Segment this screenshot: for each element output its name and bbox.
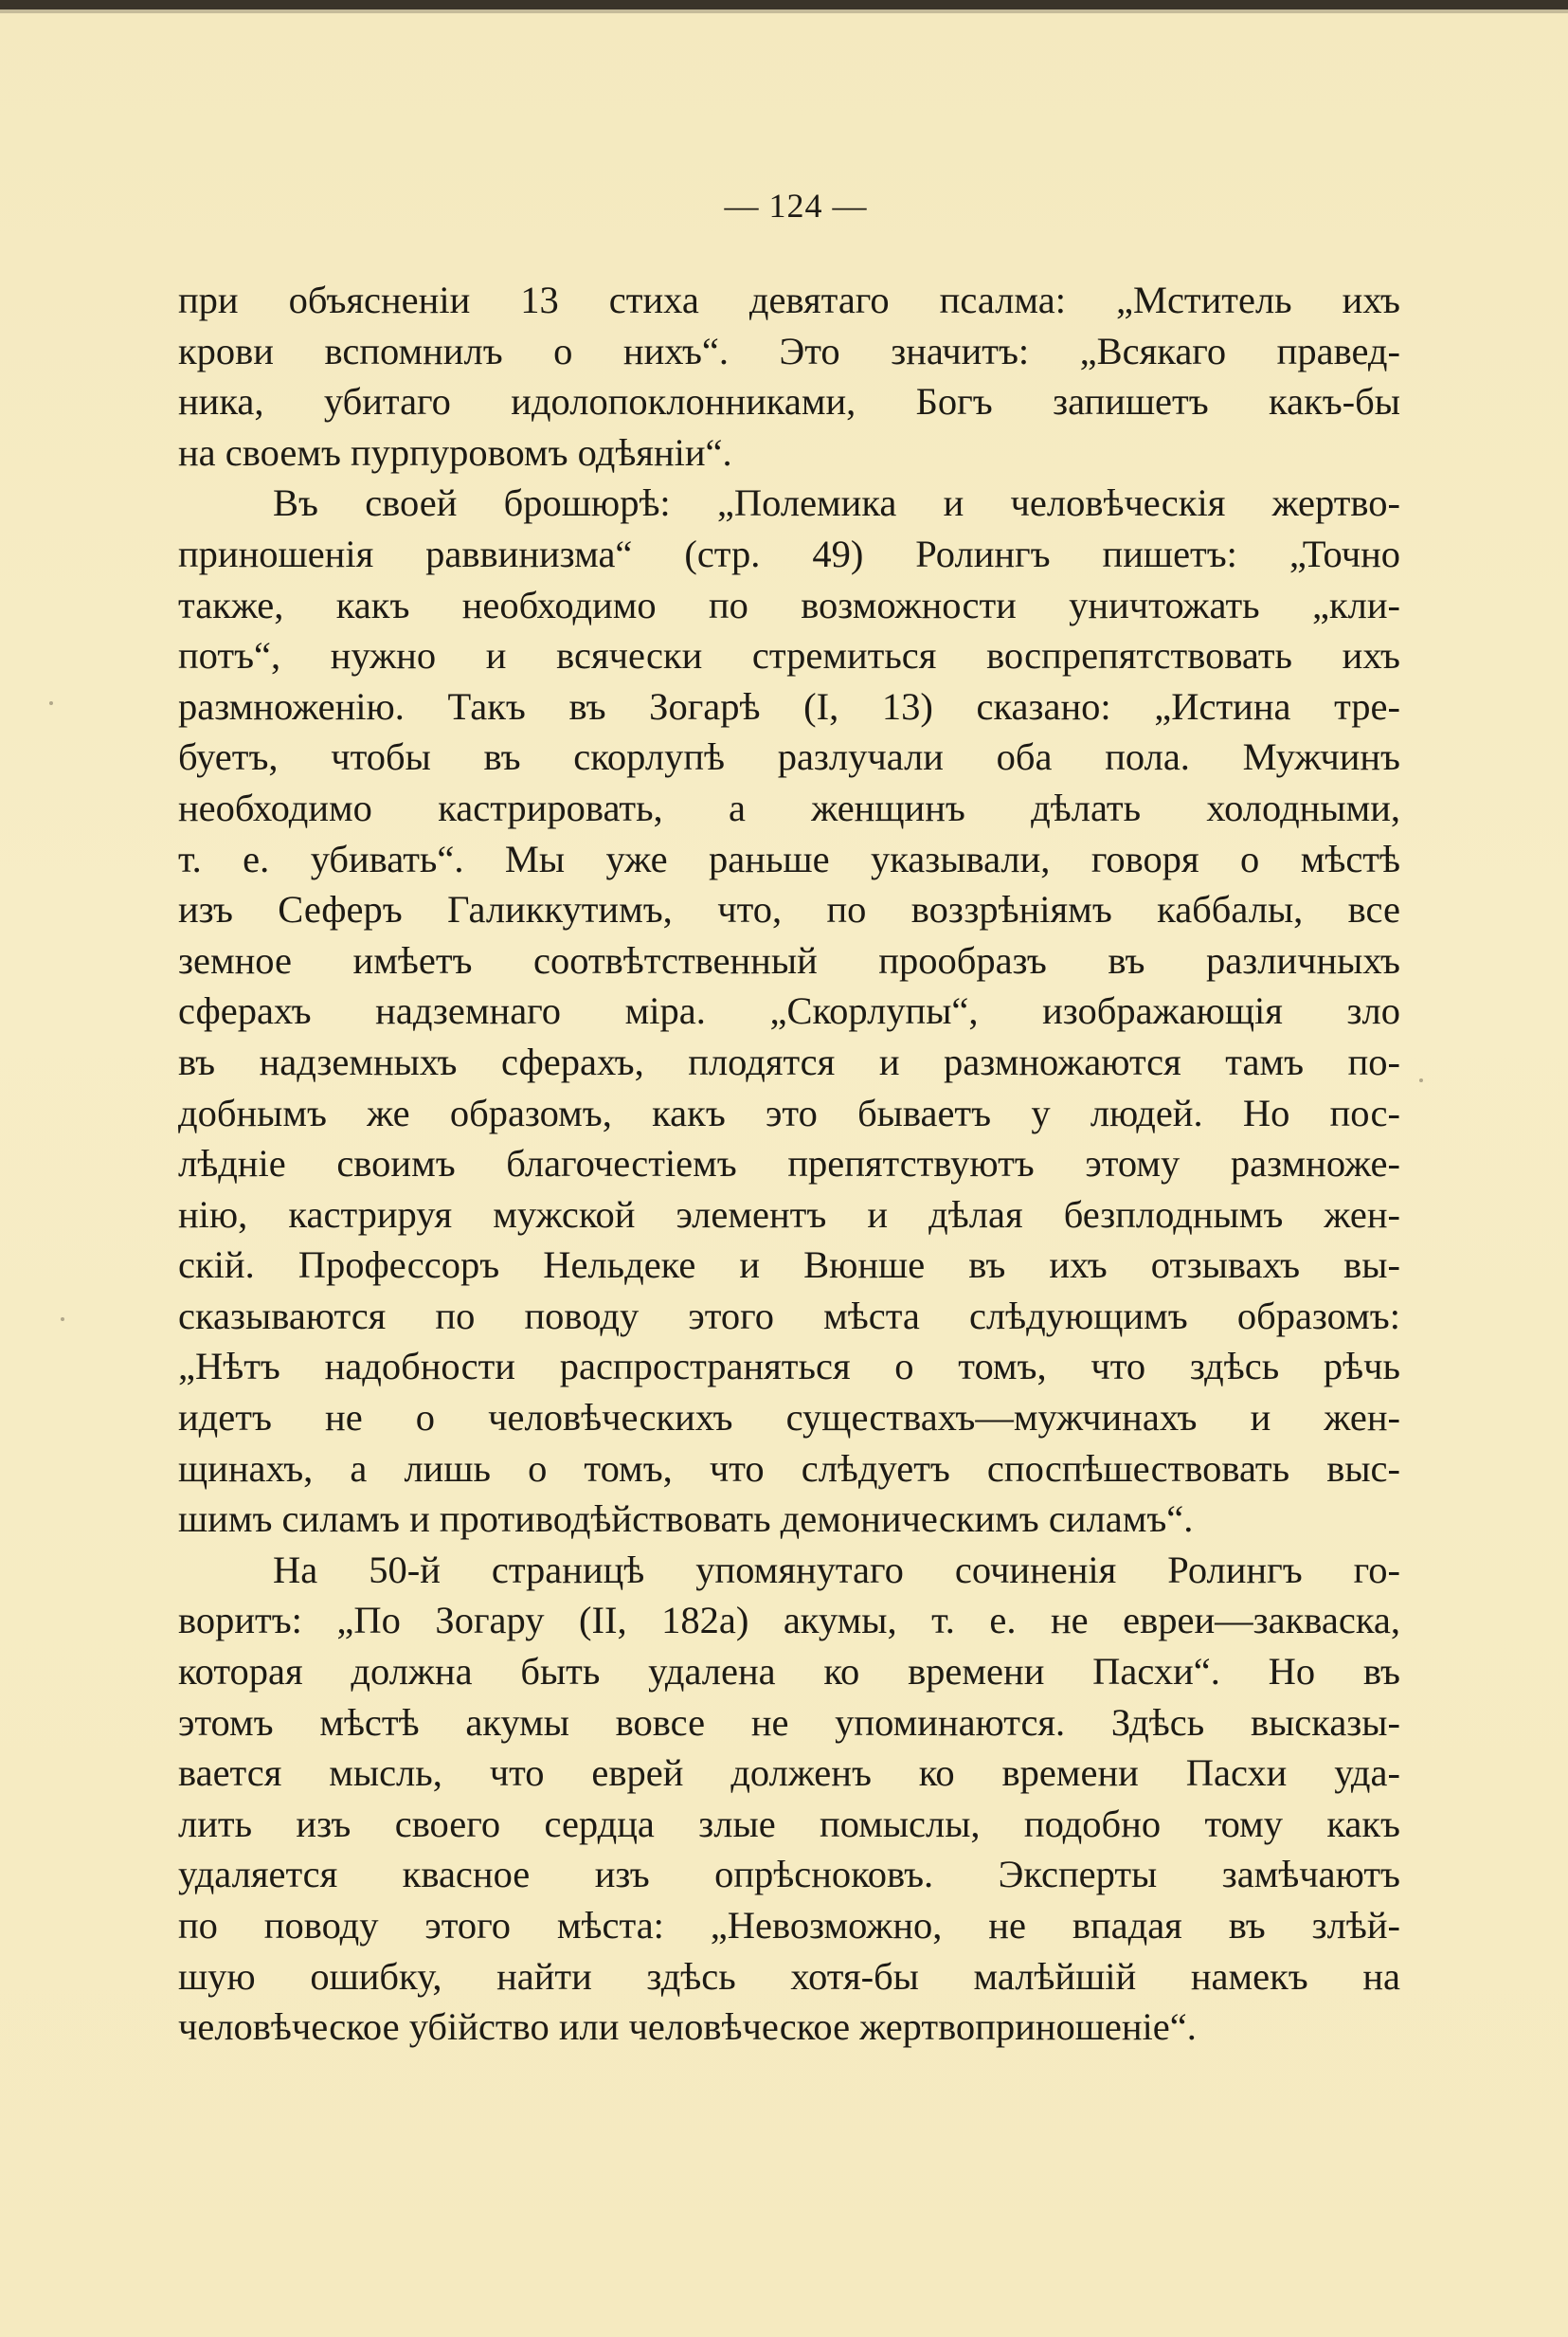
body-text	[178, 275, 1400, 2053]
text-line: буетъ, чтобы въ скорлупѣ разлучали оба пола. Мужчинъ	[178, 735, 1400, 779]
text-line: изъ Сеферъ Галиккутимъ, что, по воззрѣніямъ каббалы, все	[178, 888, 1400, 932]
text-line: скій. Профессоръ Нельдеке и Вюнше въ ихъ отзывахъ вы-	[178, 1243, 1400, 1287]
text-line: потъ“, нужно и всячески стремиться воспрепятствовать ихъ	[178, 634, 1400, 678]
text-line: „Нѣтъ надобности распространяться о томъ, что здѣсь рѣчь	[178, 1345, 1400, 1388]
text-line: сферахъ надземнаго міра. „Скорлупы“, изображающія зло	[178, 989, 1400, 1033]
text-line: на своемъ пурпуровомъ одѣяніи“.	[178, 430, 732, 474]
text-line: которая должна быть удалена ко времени Пасхи“. Но въ	[178, 1650, 1400, 1694]
text-line: ника, убитаго идолопоклонниками, Богъ запишетъ какъ-бы	[178, 380, 1400, 424]
text-line: необходимо кастрировать, а женщинъ дѣлать холодными,	[178, 786, 1400, 829]
top-edge-shadow-faint	[0, 9, 1568, 13]
text-line: нію, кастрируя мужской элементъ и дѣлая безплоднымъ жен-	[178, 1192, 1400, 1236]
text-line: т. е. убивать“. Мы уже раньше указывали, говоря о мѣстѣ	[178, 837, 1400, 880]
text-line: размноженію. Такъ въ Зогарѣ (I, 13) сказано: „Истина тре-	[178, 684, 1400, 728]
text-line: въ надземныхъ сферахъ, плодятся и размножаются тамъ по-	[178, 1040, 1400, 1083]
paper-speck	[61, 1317, 64, 1321]
text-line: земное имѣетъ соотвѣтственный прообразъ въ различныхъ	[178, 938, 1400, 982]
text-line: сказываются по поводу этого мѣста слѣдующимъ образомъ:	[178, 1294, 1400, 1337]
text-line: приношенія раввинизма“ (стр. 49) Ролингъ пишетъ: „Точно	[178, 532, 1400, 575]
text-line: шимъ силамъ и противодѣйствовать демоническимъ силамъ“.	[178, 1497, 1194, 1541]
paper-speck	[1419, 1078, 1423, 1082]
text-line: шую ошибку, найти здѣсь хотя-бы малѣйшій намекъ на	[178, 1954, 1400, 1998]
text-line: На 50-й страницѣ упомянутаго сочиненія Ролингъ го-	[273, 1548, 1400, 1591]
text-line: воритъ: „По Зогару (II, 182а) акумы, т. е. не евреи—закваска,	[178, 1599, 1400, 1642]
text-line: вается мысль, что еврей долженъ ко времени Пасхи уда-	[178, 1751, 1400, 1795]
text-line: лить изъ своего сердца злые помыслы, подобно тому какъ	[178, 1802, 1400, 1845]
text-line: по поводу этого мѣста: „Невозможно, не впадая въ злѣй-	[178, 1904, 1400, 1947]
text-line: также, какъ необходимо по возможности уничтожать „кли-	[178, 583, 1400, 626]
text-line: щинахъ, а лишь о томъ, что слѣдуетъ споспѣшествовать выс-	[178, 1446, 1400, 1490]
text-line: лѣдніе своимъ благочестіемъ препятствуютъ этому размноже-	[178, 1142, 1400, 1186]
text-line: удаляется квасное изъ опрѣсноковъ. Эксперты замѣчаютъ	[178, 1853, 1400, 1896]
text-line: этомъ мѣстѣ акумы вовсе не упоминаются. Здѣсь высказы-	[178, 1700, 1400, 1744]
top-edge-shadow	[0, 0, 1568, 9]
paper-speck	[49, 701, 53, 705]
page-number: — 124 —	[724, 187, 868, 225]
text-line: человѣческое убійство или человѣческое жертвоприношеніе“.	[178, 2005, 1197, 2049]
text-line: при объясненіи 13 стиха девятаго псалма: „Мститель ихъ	[178, 279, 1400, 321]
text-line: крови вспомнилъ о нихъ“. Это значитъ: „Всякаго правед-	[178, 329, 1400, 372]
text-line: добнымъ же образомъ, какъ это бываетъ у людей. Но пос-	[178, 1091, 1400, 1134]
text-line: идетъ не о человѣческихъ существахъ—мужчинахъ и жен-	[178, 1396, 1400, 1440]
text-line: Въ своей брошюрѣ: „Полемика и человѣческія жертво-	[273, 481, 1400, 525]
